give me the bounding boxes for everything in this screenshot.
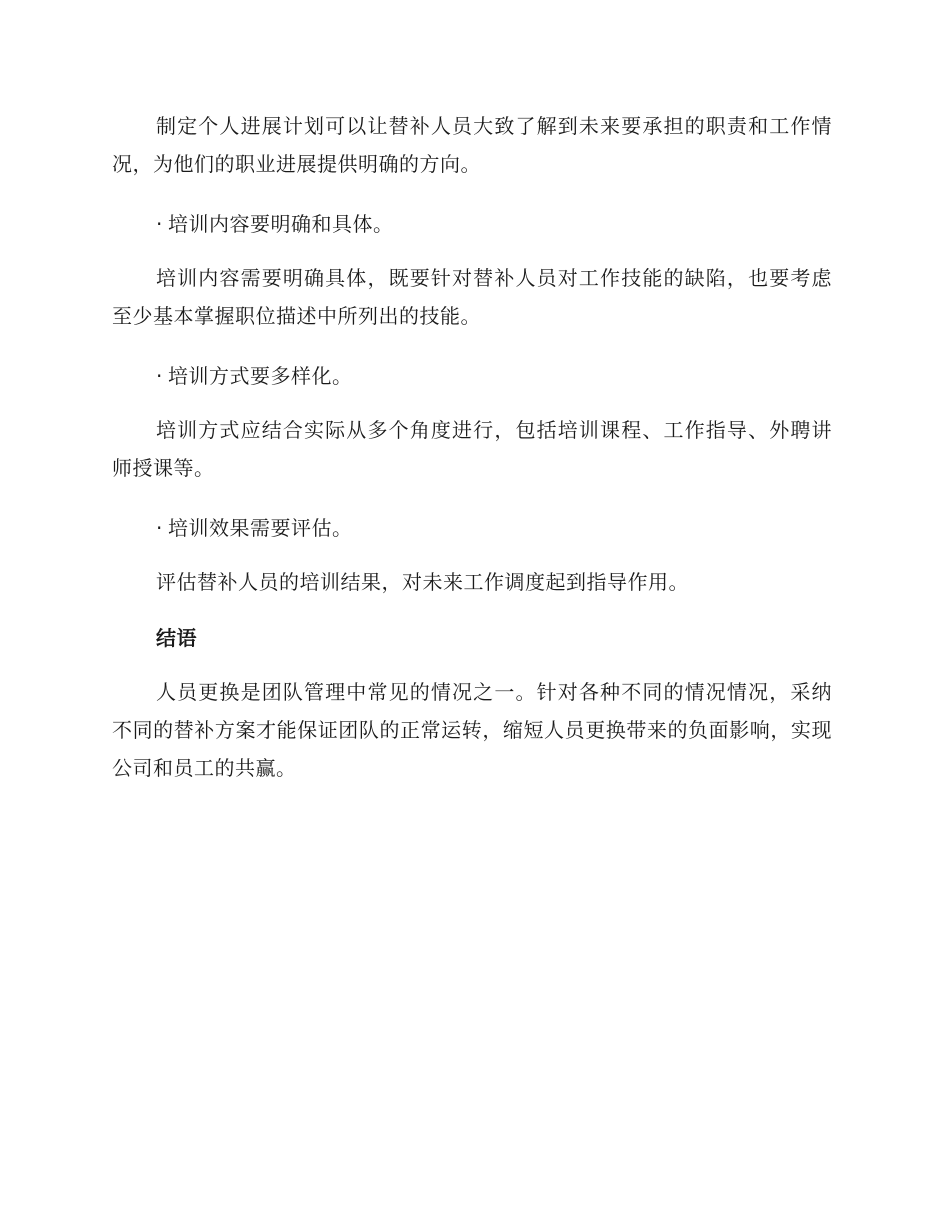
bullet-training-content [112,205,876,243]
paragraph-conclusion: 人员更换是团队管理中常见的情况之一。针对各种不同的情况情况，采纳不同的替补方案才能保证团队的正常运转，缩短人员更换带来的负面影响，实现公司和员工的共赢。 [112,680,832,780]
bullet-marker: · [156,364,163,388]
bullet-training-evaluation [112,509,876,547]
bullet-text: 培训方式要多样化。 [168,364,353,388]
paragraph-training-content: 培训内容需要明确具体，既要针对替补人员对工作技能的缺陷，也要考虑至少基本掌握职位描述中所列出的技能。 [112,266,832,328]
bullet-marker: · [156,516,163,540]
paragraph-training-evaluation: 评估替补人员的培训结果，对未来工作调度起到指导作用。 [156,570,689,594]
paragraph-development-plan: 制定个人进展计划可以让替补人员大致了解到未来要承担的职责和工作情况，为他们的职业进展提供明确的方向。 [112,114,832,176]
bullet-training-methods [112,357,876,395]
bullet-text: 培训内容要明确和具体。 [168,212,394,236]
bullet-text: 培训效果需要评估。 [168,516,353,540]
section-heading-conclusion: 结语 [156,626,197,650]
paragraph-training-methods: 培训方式应结合实际从多个角度进行，包括培训课程、工作指导、外聘讲师授课等。 [112,418,832,480]
bullet-marker: · [156,212,163,236]
